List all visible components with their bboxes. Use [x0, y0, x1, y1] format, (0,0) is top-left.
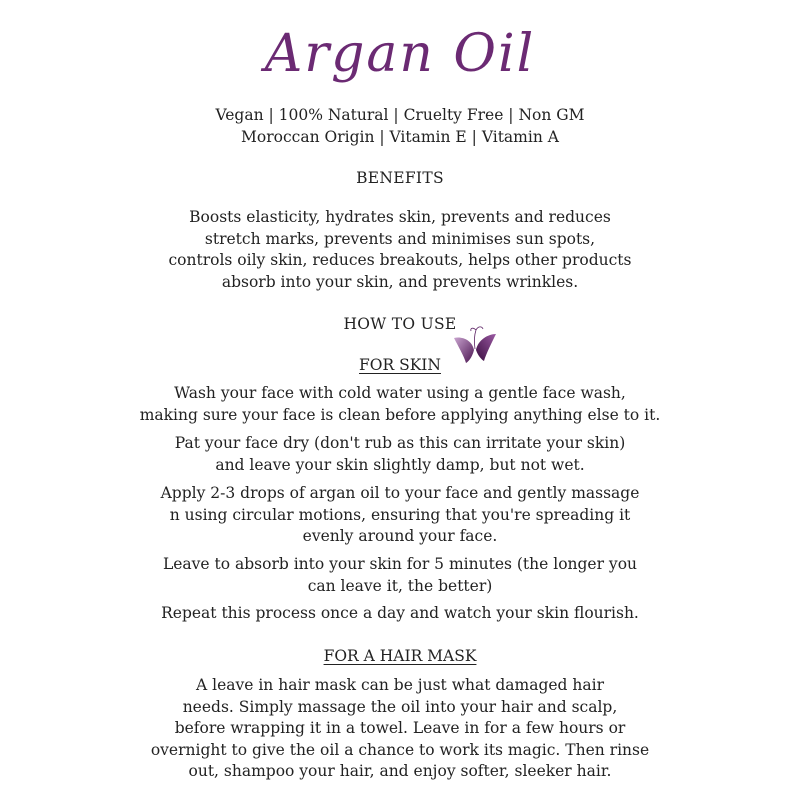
attributes-line-2: Moroccan Origin | Vitamin E | Vitamin A	[241, 128, 559, 146]
hair-mask-text	[100, 675, 700, 783]
how-to-use-heading: HOW TO USE	[343, 315, 457, 333]
hair-line: A leave in hair mask can be just what damaged hair	[196, 676, 604, 694]
skin-step-line: Leave to absorb into your skin for 5 minutes (the longer you	[162, 555, 638, 573]
skin-step-line: n using circular motions, ensuring that you're spreading it	[169, 505, 631, 524]
skin-step-line: Wash your face with cold water using a gentle face wash,	[174, 384, 626, 402]
hair-line: overnight to give the oil a chance to work its magic. Then rinse	[150, 740, 650, 759]
skin-step-line: and leave your skin slightly damp, but not wet.	[215, 455, 585, 474]
skin-step-line: evenly around your face.	[302, 527, 498, 545]
benefits-heading: BENEFITS	[356, 169, 444, 187]
benefits-line: Boosts elasticity, hydrates skin, prevents and reduces	[189, 208, 611, 226]
hair-line: before wrapping it in a towel. Leave in for a few hours or	[174, 719, 626, 737]
page-title: Argan Oil	[264, 24, 536, 84]
skin-step	[100, 554, 700, 597]
skin-step-line: Pat your face dry (don't rub as this can irritate your skin)	[174, 434, 626, 452]
skin-step-line: Repeat this process once a day and watch your skin flourish.	[161, 604, 639, 622]
benefits-line: stretch marks, prevents and minimises sun spots,	[204, 229, 596, 248]
attributes-line-1: Vegan | 100% Natural | Cruelty Free | Non GM	[215, 106, 585, 124]
skin-step	[100, 603, 700, 625]
skin-step	[100, 383, 700, 426]
skin-step-line: making sure your face is clean before applying anything else to it.	[139, 405, 661, 424]
benefits-line: absorb into your skin, and prevents wrinkles.	[221, 272, 579, 291]
hair-line: needs. Simply massage the oil into your hair and scalp,	[182, 697, 618, 716]
for-hair-heading: FOR A HAIR MASK	[323, 647, 477, 665]
hair-line: out, shampoo your hair, and enjoy softer, sleeker hair.	[188, 762, 612, 780]
skin-step	[100, 483, 700, 548]
skin-step	[100, 433, 700, 476]
skin-step-line: Apply 2-3 drops of argan oil to your face and gently massage	[160, 484, 640, 502]
skin-step-line: can leave it, the better)	[307, 576, 493, 595]
benefits-text	[100, 207, 700, 293]
for-skin-heading: FOR SKIN	[359, 356, 441, 374]
product-attributes	[0, 104, 800, 148]
benefits-line: controls oily skin, reduces breakouts, helps other products	[168, 251, 632, 269]
